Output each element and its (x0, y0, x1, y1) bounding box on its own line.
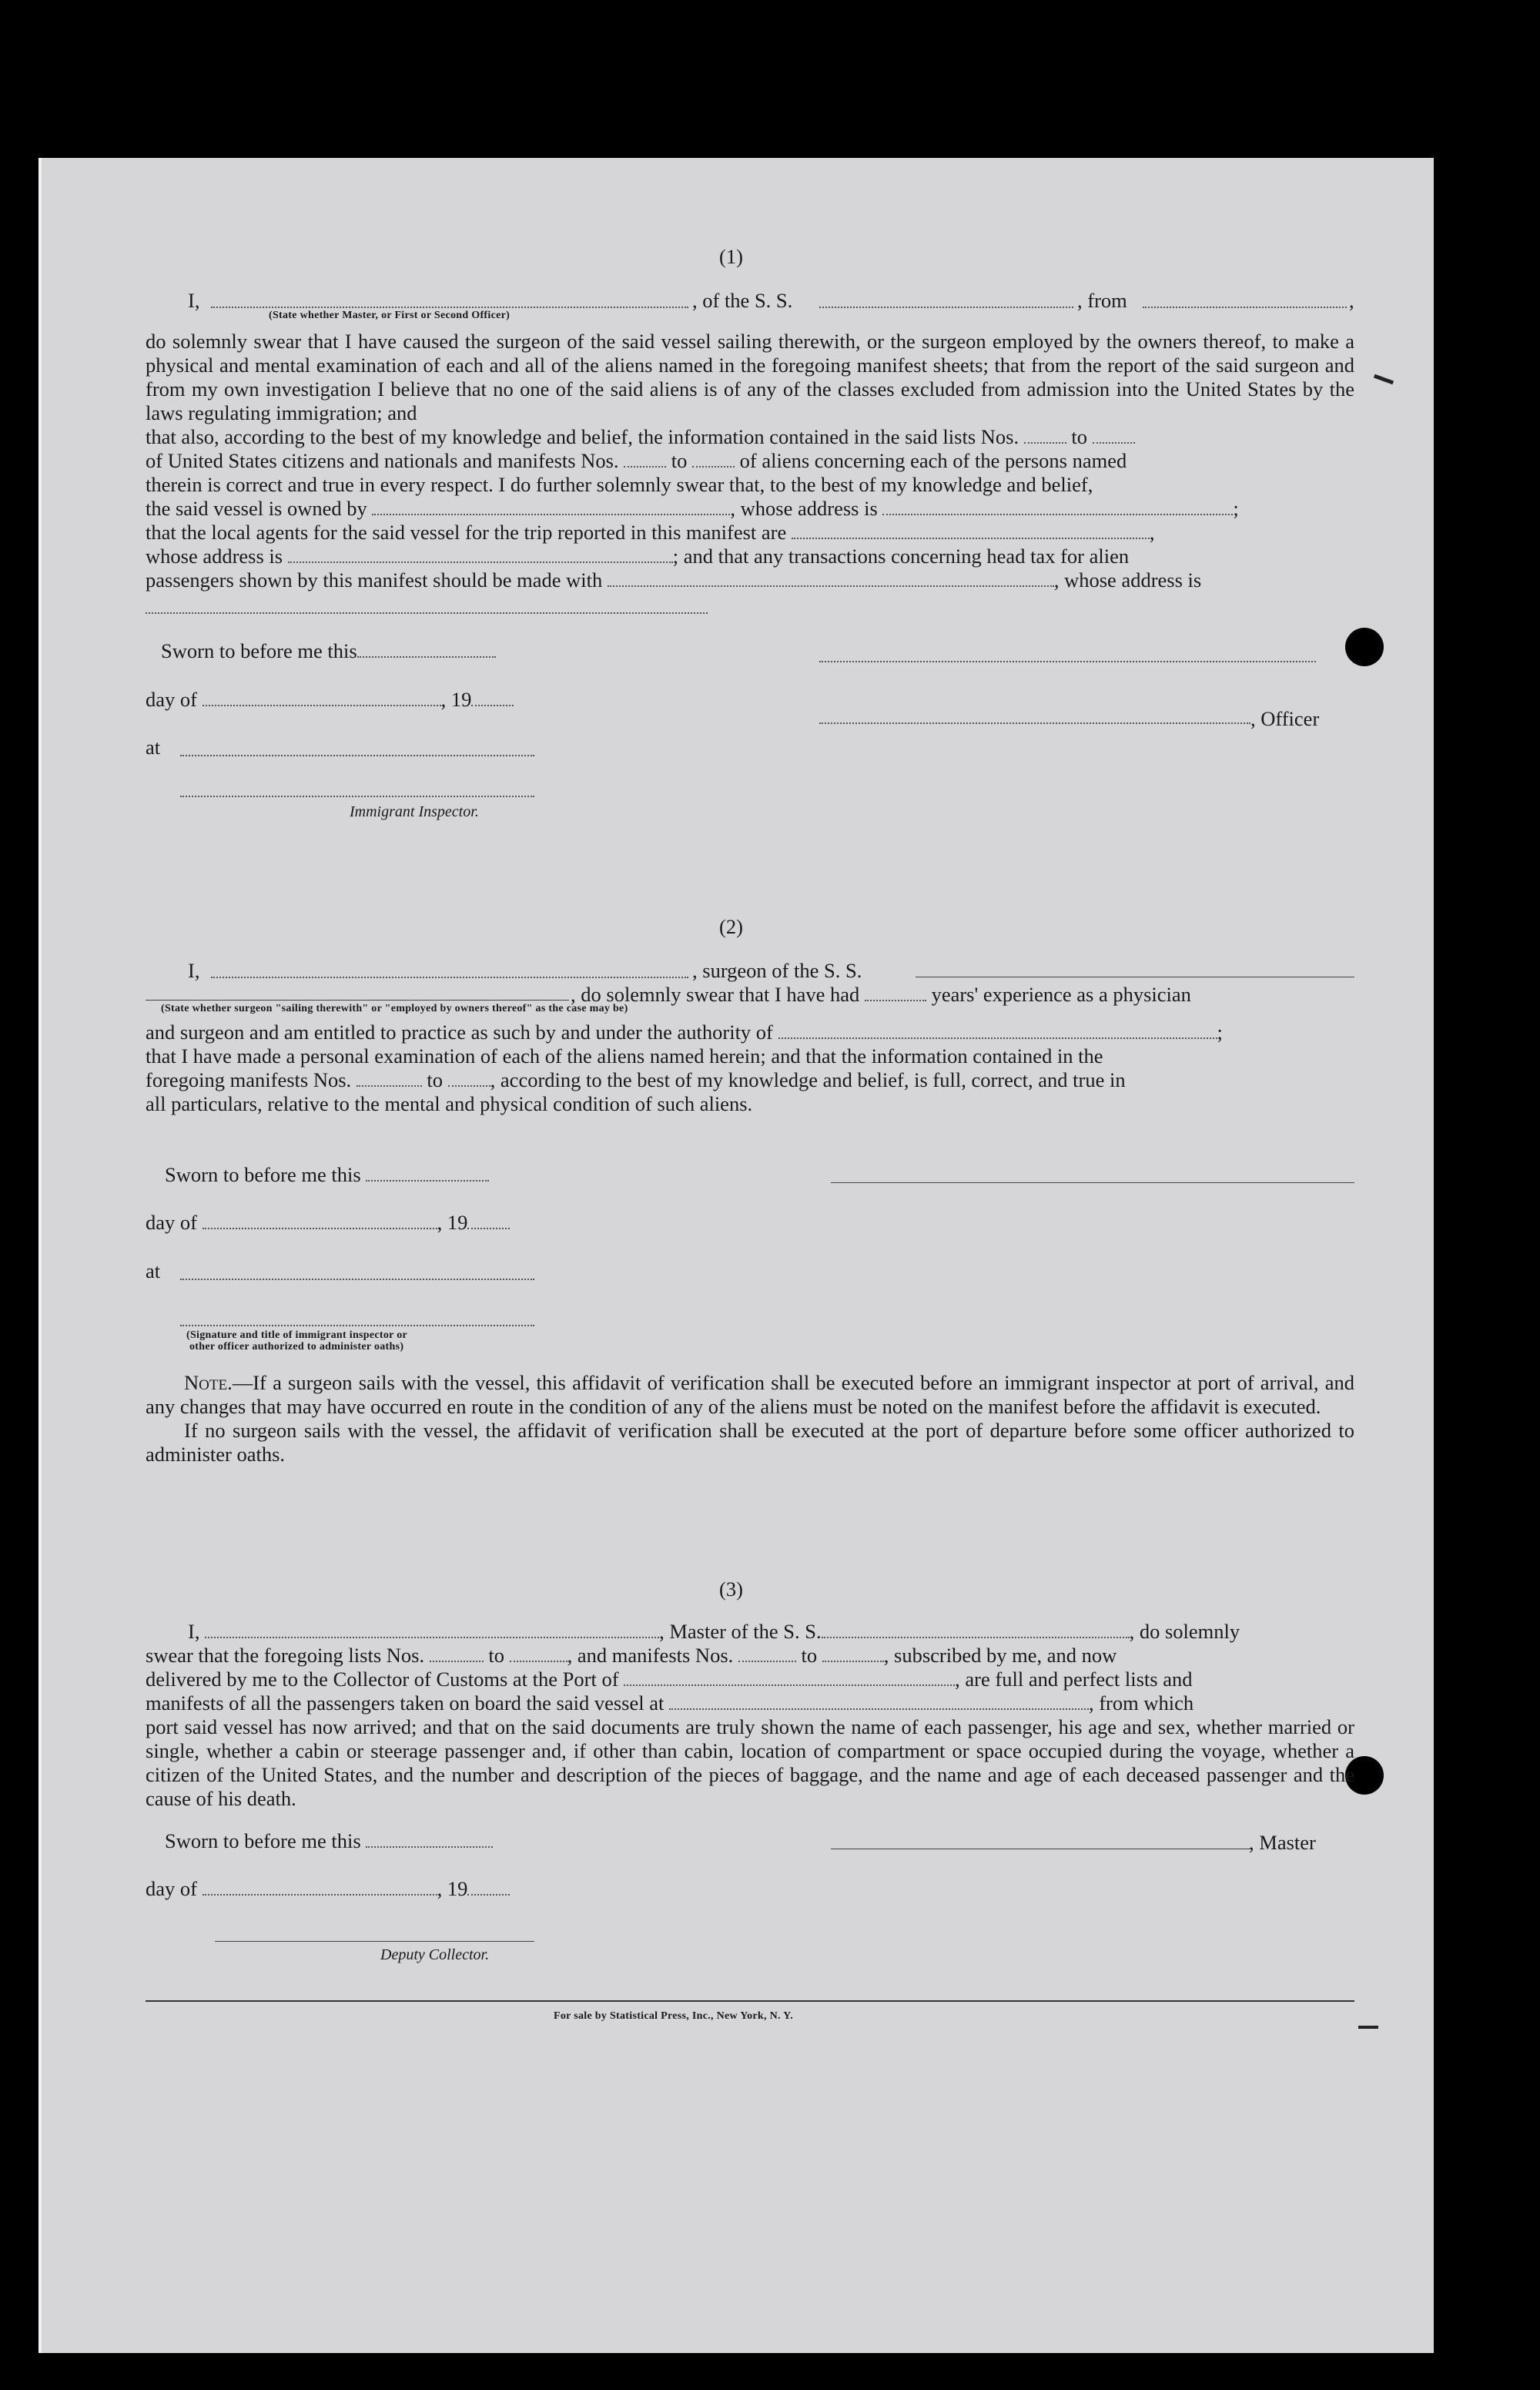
section2-number: (2) (719, 915, 743, 938)
section2-sig-note-2: other officer authorized to administer oaths) (189, 1341, 404, 1353)
section2-state-note: (State whether surgeon "sailing therewith" or "employed by owners thereof" as the case may be) (161, 1003, 628, 1014)
section2-surgeon-status-field[interactable] (146, 1000, 569, 1001)
section1-line-manifests: of United States citizens and nationals and manifests Nos. to of aliens concerning each of the persons named (146, 449, 1127, 472)
section3-boarding-port-field[interactable] (669, 1708, 1089, 1710)
section1-manifests-to-field[interactable] (692, 465, 735, 468)
section1-year-field[interactable] (471, 704, 514, 706)
section3-line4: manifests of all the passengers taken on board the said vessel at , from which (146, 1691, 1194, 1715)
section1-line1-i: I, (188, 289, 200, 312)
section3-ship-field[interactable] (822, 1636, 1130, 1638)
section1-line-headtax: passengers shown by this manifest should be made with , whose address is (146, 568, 1202, 592)
section1-lists-to-field[interactable] (1093, 441, 1135, 444)
section3-line1: I, , Master of the S. S. , do solemnly (188, 1620, 1240, 1643)
section1-paragraph (146, 330, 1354, 425)
section2-text-4: that I have made a personal examination of each of the aliens named herein; and that the information contained in the (146, 1044, 1103, 1068)
section3-lists-to-field[interactable] (510, 1660, 567, 1662)
section3-collector-sign-field[interactable] (215, 1941, 534, 1942)
section1-line1-of: , of the S. S. (692, 289, 793, 312)
section2-inspector-sign-field[interactable] (180, 1325, 534, 1326)
section2-manifests-from-field[interactable] (357, 1084, 422, 1087)
section2-note-2: If no surgeon sails with the vessel, the affidavit of verification shall be executed at the port of departure before some officer authorized to administer oaths. (146, 1419, 1354, 1466)
section1-number: (1) (719, 245, 743, 268)
section1-line1-comma: , (1349, 289, 1354, 312)
section1-officer-name-field[interactable] (211, 307, 688, 308)
section2-line2: , do solemnly swear that I have had years' experience as a physician (571, 983, 1191, 1006)
section1-line-agents: that the local agents for the said vessel for the trip reported in this manifest are , (146, 521, 1155, 544)
section1-inspector: Immigrant Inspector. (350, 803, 479, 820)
edge-mark (1374, 374, 1394, 385)
section1-line-lists: that also, according to the best of my knowledge and belief, the information contained in the said lists Nos. to (146, 425, 1135, 449)
section1-line-address: whose address is ; and that any transactions concerning head tax for alien (146, 545, 1130, 568)
section3-sworn-date-field[interactable] (366, 1845, 493, 1848)
section1-ship-name-field[interactable] (819, 307, 1073, 308)
punch-hole-top (1345, 628, 1384, 666)
section1-day: day of , 19 (146, 688, 514, 712)
section3-day-field[interactable] (203, 1893, 437, 1896)
section1-line1-from: , from (1077, 289, 1127, 312)
section2-year-field[interactable] (467, 1227, 510, 1229)
section1-text-1: do solemnly swear that I have caused the surgeon of the said vessel sailing therewith, or the surgeon employed by the owners thereof, to make a physical and mental examination of each and all of the aliens named in the foregoing manifest sheets; that from the report of the said surgeon and from my own investigation I believe that no one of the said aliens is of any of the classes excluded from admission into the United States by the laws regulating immigration; and (146, 330, 1354, 424)
section1-headtax-field[interactable] (608, 585, 1054, 587)
section1-state-note: (State whether Master, or First or Second Officer) (269, 310, 511, 321)
section1-officer: , Officer (1250, 707, 1320, 730)
section1-inspector-sign-field[interactable] (180, 796, 534, 797)
section3-day: day of , 19 (146, 1877, 510, 1901)
section1-at: at (146, 736, 161, 759)
section3-lists-from-field[interactable] (430, 1660, 484, 1662)
section2-line3: and surgeon and am entitled to practice as such by and under the authority of ; (146, 1021, 1223, 1044)
section2-signature-field[interactable] (831, 1182, 1354, 1183)
section2-years-field[interactable] (865, 999, 926, 1001)
section1-sworn: Sworn to before me this (161, 639, 496, 663)
section2-day-field[interactable] (203, 1227, 437, 1229)
section1-headtax-address-field[interactable] (146, 612, 708, 614)
section2-note (146, 1371, 1354, 1467)
section2-sworn: Sworn to before me this (165, 1163, 489, 1187)
section3-text-5: port said vessel has now arrived; and that on the said documents are truly shown the name of each passenger, his age and sex, whether married or single, whether a cabin or steerage passenger and, if other than cabin, location of compartment or space occupied during the voyage, whether a citizen of the United States, and the number and description of the pieces of baggage, and the name and age of each deceased passenger and the cause of his death. (146, 1715, 1354, 1810)
section2-note-label: Note. (184, 1371, 233, 1394)
section1-officer-sign-field[interactable] (819, 722, 1250, 724)
footer-imprint: For sale by Statistical Press, Inc., New York, N. Y. (554, 2010, 794, 2022)
section3-number: (3) (719, 1577, 743, 1601)
edge-mark (1358, 2026, 1378, 2029)
section3-port-field[interactable] (624, 1684, 955, 1686)
section1-agents-field[interactable] (792, 537, 1150, 539)
section3-paragraph (146, 1715, 1354, 1811)
section1-line-owned: the said vessel is owned by , whose address is ; (146, 497, 1239, 520)
section3-line3: delivered by me to the Collector of Customs at the Port of , are full and perfect lists and (146, 1668, 1193, 1691)
section3-manifests-to-field[interactable] (822, 1660, 884, 1662)
form-page (38, 158, 1434, 2353)
section2-surgeon-name-field[interactable] (211, 977, 688, 978)
section1-owner-address-field[interactable] (882, 513, 1233, 515)
section1-lists-from-field[interactable] (1024, 441, 1066, 444)
section2-text-6: all particulars, relative to the mental and physical condition of such aliens. (146, 1092, 753, 1115)
section1-manifests-from-field[interactable] (624, 465, 666, 468)
section1-agent-address-field[interactable] (288, 561, 673, 563)
section2-manifests-to-field[interactable] (448, 1084, 490, 1087)
section3-manifests-from-field[interactable] (738, 1660, 796, 1662)
section2-sworn-date-field[interactable] (366, 1179, 489, 1182)
section3-master-name-field[interactable] (205, 1636, 659, 1638)
section2-at-field[interactable] (180, 1279, 534, 1280)
section2-sig-note-1: (Signature and title of immigrant inspector or (186, 1329, 408, 1341)
section1-owner-field[interactable] (372, 513, 730, 515)
section1-signature-field[interactable] (819, 661, 1316, 662)
section3-master: , Master (1249, 1831, 1316, 1854)
section2-at: at (146, 1259, 161, 1282)
section3-sworn: Sworn to before me this (165, 1829, 493, 1853)
section2-authority-field[interactable] (778, 1037, 1217, 1039)
section3-year-field[interactable] (467, 1893, 510, 1896)
section1-sworn-date-field[interactable] (357, 655, 496, 658)
section2-line1-surgeon: , surgeon of the S. S. (692, 959, 862, 982)
section2-line5: foregoing manifests Nos. to , according to the best of my knowledge and belief, is full, correct, and true in (146, 1068, 1126, 1091)
section2-day: day of , 19 (146, 1211, 510, 1235)
footer-rule (146, 2000, 1354, 2002)
section1-text-4: therein is correct and true in every respect. I do further solemnly swear that, to the best of my knowledge and belief, (146, 473, 1093, 496)
section1-at-field[interactable] (180, 755, 534, 756)
section3-collector: Deputy Collector. (380, 1946, 490, 1963)
section3-line2: swear that the foregoing lists Nos. to , and manifests Nos. to , subscribed by me, and now (146, 1644, 1117, 1667)
section1-from-field[interactable] (1143, 307, 1347, 308)
section1-day-field[interactable] (203, 704, 441, 706)
section2-note-1: —If a surgeon sails with the vessel, this affidavit of verification shall be executed before an immigrant inspector at port of arrival, and any changes that may have occurred en route in the condition of any of the aliens must be noted on the manifest before the affidavit is executed. (146, 1371, 1354, 1418)
section2-line1-i: I, (188, 959, 200, 982)
